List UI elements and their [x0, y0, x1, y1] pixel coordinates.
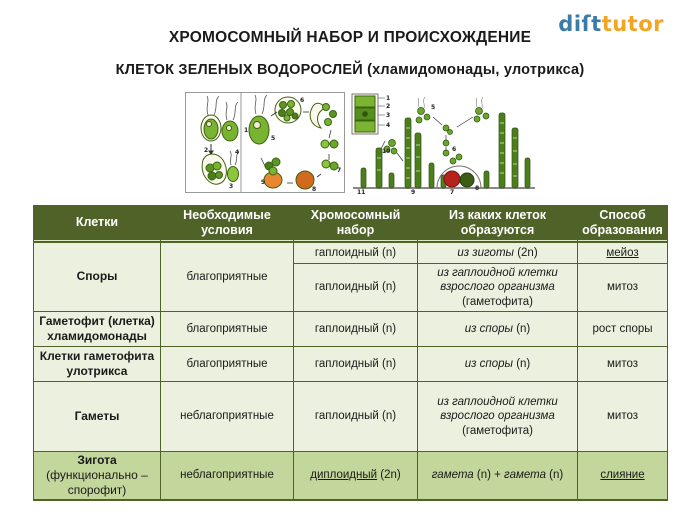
origin-italic-text: из гаплоидной клетки взрослого организма — [437, 395, 558, 423]
cell-zygote-method — [578, 452, 668, 501]
ploidy-underlined-text: диплоидный — [310, 469, 378, 482]
ulothrix-lifecycle-svg — [349, 91, 539, 196]
diagram-label: 8 — [475, 185, 480, 192]
origin-italic-text: гамета — [431, 469, 474, 482]
diagram-label: 7 — [337, 167, 342, 174]
origin-italic-text: из споры — [464, 357, 514, 370]
cell-spores2-ploidy: гаплоидный (n) — [294, 264, 418, 312]
cell-gametophyte-name: Гаметофит (клетка) хламидомонады — [34, 312, 161, 347]
diagram-label: 7 — [450, 189, 455, 196]
origin-plain-text: (гаметофита) — [462, 424, 533, 437]
cell-gcells-ploidy: гаплоидный (n) — [294, 347, 418, 382]
cell-gametes-origin — [418, 382, 578, 452]
cell-zygote-origin — [418, 452, 578, 501]
cell-gametophyte-method: рост споры — [578, 312, 668, 347]
header-method: Способ образования — [578, 206, 668, 242]
cell-zygote-ploidy — [294, 452, 418, 501]
cell-gametes-ploidy: гаплоидный (n) — [294, 382, 418, 452]
origin-plain-text: (n) — [513, 322, 531, 335]
header-origin: Из каких клеток образуются — [418, 206, 578, 242]
cell-gametes-name: Гаметы — [34, 382, 161, 452]
diagram-label: 9 — [411, 189, 416, 196]
table-row-gametophyte — [34, 312, 668, 347]
cell-gcells-origin — [418, 347, 578, 382]
diagram-label: 8 — [312, 186, 317, 193]
cell-gcells-name: Клетки гаметофита улотрикса — [34, 347, 161, 382]
origin-italic-text: из споры — [464, 322, 514, 335]
cell-spores-conditions: благоприятные — [161, 242, 294, 312]
zygote-name-bold: Зигота — [77, 453, 117, 467]
logo-orange-part: tutor — [601, 12, 664, 36]
header-chromosome-set: Хромосомный набор — [294, 206, 418, 242]
diagram-label: 11 — [357, 189, 366, 196]
diagram-label: 4 — [386, 122, 391, 129]
origin-italic-text: из зиготы — [457, 246, 514, 259]
table-header-row — [34, 206, 668, 242]
cell-gametes-conditions: неблагоприятные — [161, 382, 294, 452]
diagram-label: 6 — [452, 146, 457, 153]
cell-zygote-conditions: неблагоприятные — [161, 452, 294, 501]
slide-title-line2: КЛЕТОК ЗЕЛЕНЫХ ВОДОРОСЛЕЙ (хламидомонады, улотрикса) — [115, 62, 585, 78]
table-row-zygote — [34, 452, 668, 501]
table-row-spores-1 — [34, 242, 668, 264]
slide-title-line1: ХРОМОСОМНЫЙ НАБОР И ПРОИСХОЖДЕНИЕ — [168, 29, 532, 46]
cell-spores-name: Споры — [34, 242, 161, 312]
cell-gcells-conditions: благоприятные — [161, 347, 294, 382]
diagram-label: 9 — [261, 179, 266, 186]
diagram-label: 3 — [229, 183, 234, 190]
origin-plain-text: (n) + — [473, 469, 505, 482]
ploidy-plain-text: (2n) — [377, 469, 401, 482]
diagram-label: 5 — [271, 135, 276, 142]
method-underlined-text: мейоз — [606, 246, 639, 259]
origin-plain-text: (2n) — [514, 246, 538, 259]
diagram-label: 4 — [235, 149, 240, 156]
diagram-label: 10 — [382, 148, 391, 155]
diagram-label: 6 — [300, 97, 305, 104]
algae-cells-table — [33, 205, 668, 501]
method-underlined-text: слияние — [600, 469, 645, 482]
cell-spores1-method — [578, 242, 668, 264]
cell-gametophyte-origin — [418, 312, 578, 347]
diagram-label: 5 — [431, 104, 436, 111]
cell-gametophyte-ploidy: гаплоидный (n) — [294, 312, 418, 347]
cell-spores2-origin — [418, 264, 578, 312]
origin-italic-text: гамета — [504, 469, 546, 482]
diagram-label: 1 — [244, 127, 249, 134]
zygote-name-rest: (функционально – спорофит) — [46, 468, 148, 497]
diagram-label: 3 — [386, 112, 391, 119]
diagram-label: 2 — [204, 147, 209, 154]
chlamydomonas-lifecycle-svg — [185, 92, 345, 193]
cell-spores2-method: митоз — [578, 264, 668, 312]
diagram-label: 1 — [386, 95, 391, 102]
table-row-gametes — [34, 382, 668, 452]
header-cells: Клетки — [34, 206, 161, 242]
origin-italic-text: из гаплоидной клетки взрослого организма — [437, 266, 558, 294]
cell-gcells-method: митоз — [578, 347, 668, 382]
origin-plain-text: (n) — [545, 469, 564, 482]
origin-plain-text: (гаметофита) — [462, 295, 533, 308]
origin-plain-text: (n) — [513, 357, 531, 370]
cell-zygote-name — [34, 452, 161, 501]
cell-gametophyte-conditions: благоприятные — [161, 312, 294, 347]
header-conditions: Необходимые условия — [161, 206, 294, 242]
chlamydomonas-lifecycle-image — [185, 92, 345, 193]
logo-blue-part: diſt — [558, 12, 602, 36]
cell-gametes-method: митоз — [578, 382, 668, 452]
table-row-gametophyte-cells — [34, 347, 668, 382]
diagram-label: 2 — [386, 103, 391, 110]
cell-spores1-ploidy: гаплоидный (n) — [294, 242, 418, 264]
ulothrix-lifecycle-image — [349, 91, 539, 196]
cell-spores1-origin — [418, 242, 578, 264]
